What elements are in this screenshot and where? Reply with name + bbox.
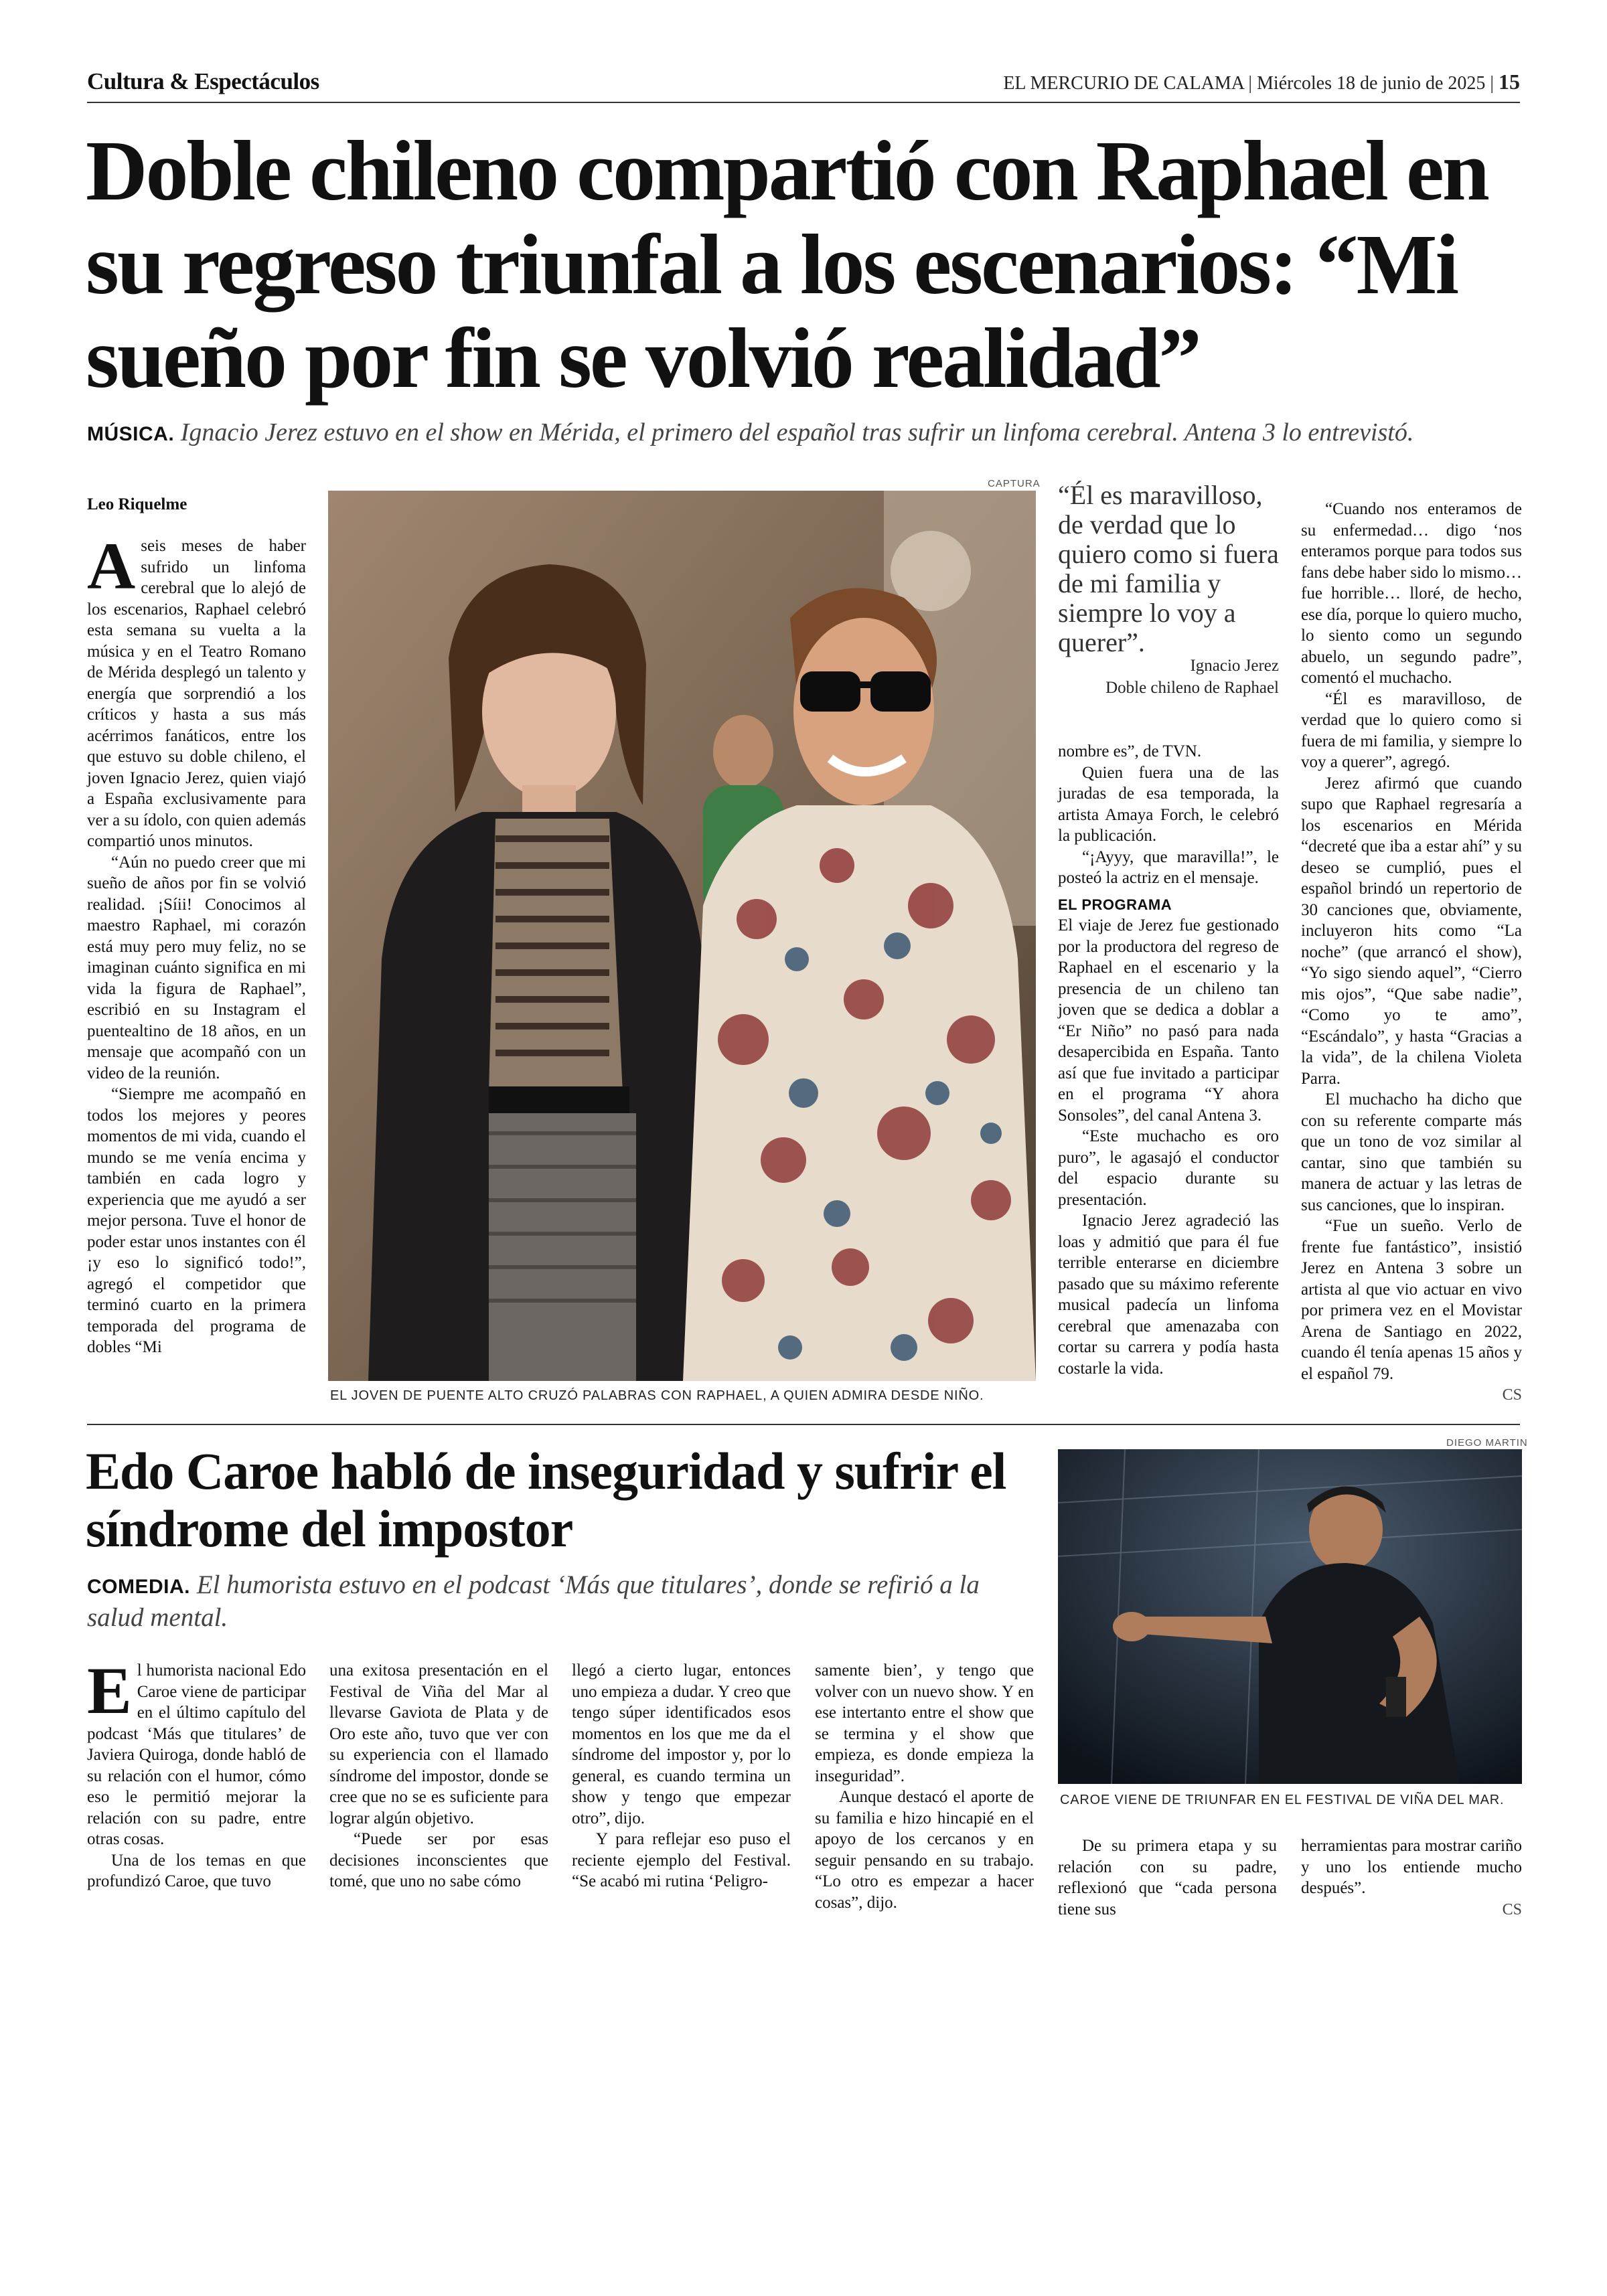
story2-column-1 (87, 1653, 306, 1892)
story1-c4-p4: El muchacho ha dicho que con su referente comparte más que un tono de voz similar al cantar, sino que también su manera de actuar y las letras de sus canciones, que lo inspiran. (1301, 1090, 1522, 1214)
photo-caption-2: CAROE VIENE DE TRIUNFAR EN EL FESTIVAL DE VIÑA DEL MAR. (1060, 1793, 1505, 1807)
folio-text: EL MERCURIO DE CALAMA | Miércoles 18 de junio de 2025 | (1003, 73, 1494, 94)
folio (1003, 70, 1520, 94)
story2-c6-p1: herramientas para mostrar cariño y uno los entiende mucho después”. (1301, 1837, 1522, 1897)
photo-caroe (1058, 1449, 1522, 1784)
story1-column-3 (1058, 741, 1279, 1379)
divider-rule (87, 1424, 1520, 1425)
deck-caroe-text: El humorista estuvo en el podcast ‘Más que titulares’, donde se refirió a la salud mental. (87, 1570, 980, 1632)
photo-illustration-2 (1058, 1449, 1522, 1784)
story1-c3-p4: El viaje de Jerez fue gestionado por la productora del regreso de Raphael en el escenario y la presencia de un chileno tan joven que se dedica a doblar a “Er Niño” no pasó para nada desapercibida en España. Tanto así que fue invitado a participar en el programa “Y ahora Sonsoles”, del canal Antena 3. (1058, 916, 1279, 1125)
photo-caption-1: EL JOVEN DE PUENTE ALTO CRUZÓ PALABRAS CON RAPHAEL, A QUIEN ADMIRA DESDE NIÑO. (330, 1388, 984, 1403)
story2-column-4 (815, 1660, 1034, 1913)
story1-c4-p1: “Cuando nos enteramos de su enfermedad… digo ‘nos enteramos porque para todos sus fans debe haber sido lo mismo… fue horrible… lloré, de hecho, ese día, porque lo quiero mucho, lo siento como un segundo abuelo, un segundo padre”, comentó el muchacho. (1301, 500, 1522, 687)
story2-c3-p1: llegó a cierto lugar, entonces uno empieza a dudar. Y creo que tengo súper identificados esos momentos en los que me da el síndrome del impostor y, por lo general, es cuando termina un show y tengo que empezar otro”, dijo. (572, 1661, 791, 1827)
drop-cap: A (87, 529, 136, 603)
pull-quote: “Él es maravilloso, de verdad que lo quiero como si fuera de mi familia y siempre lo voy a querer”. (1058, 480, 1279, 657)
end-mark-1: CS (1502, 1386, 1522, 1404)
quote-name: Ignacio Jerez (1190, 657, 1279, 675)
story2-column-2 (329, 1660, 548, 1892)
top-rule (87, 102, 1520, 103)
story1-column-4 (1301, 499, 1522, 1406)
byline: Leo Riquelme (87, 495, 187, 513)
photo-credit-1: CAPTURA (988, 478, 1041, 489)
story1-c3-p1: nombre es”, de TVN. (1058, 742, 1202, 760)
story2-c5-p1: De su primera etapa y su relación con su padre, reflexionó que “cada persona tiene sus (1058, 1837, 1277, 1918)
headline-main: Doble chileno compartió con Raphael en su regreso triunfal a los escenarios: “Mi sueño por fin se volvió realidad” (86, 123, 1488, 406)
story1-c3-p5: “Este muchacho es oro puro”, le agasajó el conductor del espacio durante su presentación. (1058, 1127, 1279, 1209)
story2-c1-p1: l humorista nacional Edo Caroe viene de participar en el último capítulo del podcast ‘Más que titulares’ de Javiera Quiroga, donde habló de su relación con el humor, cómo eso le permitió mejorar la relación con su padre, entre otras cosas. (87, 1661, 306, 1848)
end-mark-2: CS (1502, 1900, 1522, 1918)
deck-main (87, 416, 1533, 450)
story1-c4-p3: Jerez afirmó que cuando supo que Raphael regresaría a los escenarios en Mérida “decreté que iba a estar ahí” y su deseo se cumplió, pues el español brindó un repertorio de 30 canciones que, obviamente, incluyeron hits como “La noche” (que arrancó el show), “Yo sigo siendo aquel”, “Cierro mis ojos”, “Que sabe nadie”, “Como yo te amo”, “Escándalo”, y hasta “Gracias a la vida”, de la chilena Violeta Parra. (1301, 774, 1522, 1088)
subhead-el-programa: EL PROGRAMA (1058, 896, 1172, 913)
story1-c3-p2: Quien fuera una de las juradas de esa temporada, la artista Amaya Forch, le celebró la publicación. (1058, 763, 1279, 845)
story2-c1-p2: Una de los temas en que profundizó Caroe, que tuvo (87, 1851, 306, 1890)
photo-jerez-raphael (328, 491, 1036, 1381)
story2-c2-p1: una exitosa presentación en el Festival de Viña del Mar al llevarse Gaviota de Plata y de Oro este año, tuvo que ver con su experiencia con el llamado síndrome del impostor, donde se cree que no se es suficiente para lograr algún objetivo. (329, 1661, 548, 1827)
story1-c1-p1: seis meses de haber sufrido un linfoma cerebral que lo alejó de los escenarios, Raphael celebró esta semana su vuelta a la música y en el Teatro Romano de Mérida desplegó un talento y energía que sorprendió a los críticos y hasta a sus más acérrimos fanáticos, entre los que estuvo su doble chileno, el joven Ignacio Jerez, quien viajó a España exclusivamente para ver a su ídolo, con quien además compartió unos minutos. (87, 537, 306, 850)
story1-column-1 (87, 529, 306, 1358)
photo-credit-2: DIEGO MARTIN (1446, 1437, 1528, 1449)
story2-c4-p1: samente bien’, y tengo que volver con un nuevo show. Y en ese intertanto entre el show que se termina y el show que empieza, es donde empieza la inseguridad”. (815, 1661, 1034, 1785)
story2-c4-p2: Aunque destacó el aporte de su familia e hizo hincapié en el apoyo de los cercanos y en seguir pensando en su trabajo. “Lo otro es empezar a hacer cosas”, dijo. (815, 1788, 1034, 1912)
deck-caroe (87, 1570, 1038, 1633)
story2-column-6 (1301, 1835, 1522, 1920)
story1-c4-p2: “Él es maravilloso, de verdad que lo quiero como si fuera de mi familia, y siempre lo voy a querer”, agregó. (1301, 689, 1522, 771)
section-name: Cultura & Espectáculos (87, 68, 319, 94)
story2-column-3 (572, 1660, 791, 1892)
story2-c2-p2: “Puede ser por esas decisiones inconscientes que tomé, que uno no sabe cómo (329, 1830, 548, 1890)
kicker-musica: MÚSICA. (87, 423, 175, 445)
story1-c3-p3: “¡Ayyy, que maravilla!”, le posteó la actriz en el mensaje. (1058, 847, 1279, 887)
story1-c1-p3: “Siempre me acompañó en todos los mejores y peores momentos de mi vida, cuando el mundo se me venía encima y también en cada logro y experiencia que me ayudó a ser mejor persona. Tuve el honor de poder estar unos instantes con él ¡y eso lo significó todo!”, agregó el competidor que terminó cuarto en la primera temporada del programa de dobles “Mi (87, 1085, 306, 1356)
story1-c1-p2: “Aún no puedo creer que mi sueño de años por fin se volvió realidad. ¡Síii! Conocimos al maestro Raphael, mi corazón está muy pero muy feliz, no se imaginan cuánto significa en mi vida la figura de Raphael”, escribió en su Instagram el puentealtino de 18 años, en un mensaje que acompañó con un video de la reunión. (87, 853, 306, 1082)
drop-cap-e: E (87, 1653, 132, 1728)
headline-caroe: Edo Caroe habló de inseguridad y sufrir el síndrome del impostor (86, 1442, 1006, 1558)
kicker-comedia: COMEDIA. (87, 1576, 190, 1598)
story2-column-5 (1058, 1835, 1277, 1920)
story1-c4-p5: “Fue un sueño. Verlo de frente fue fantástico”, insistió Jerez en Antena 3 sobre un artista al que vio actuar en vivo por primera vez en el Movistar Arena de Santiago en 2022, cuando él tenía apenas 15 años y el español 79. (1301, 1217, 1522, 1383)
quote-role: Doble chileno de Raphael (1105, 679, 1279, 697)
photo-illustration (328, 491, 1036, 1381)
page-number: 15 (1499, 70, 1520, 94)
story2-c3-p2: Y para reflejar eso puso el reciente ejemplo del Festival. “Se acabó mi rutina ‘Peligro- (572, 1830, 791, 1890)
story1-c3-p6: Ignacio Jerez agradeció las loas y admitió que para él fue terrible enterarse en diciembre pasado que su máximo referente musical padecía un linfoma cerebral que amenazaba con cortar su carrera y podía hasta costarle la vida. (1058, 1212, 1279, 1378)
deck-main-text: Ignacio Jerez estuvo en el show en Mérida, el primero del español tras sufrir un linfoma cerebral. Antena 3 lo entrevistó. (180, 418, 1414, 446)
quote-attribution (1058, 655, 1279, 699)
